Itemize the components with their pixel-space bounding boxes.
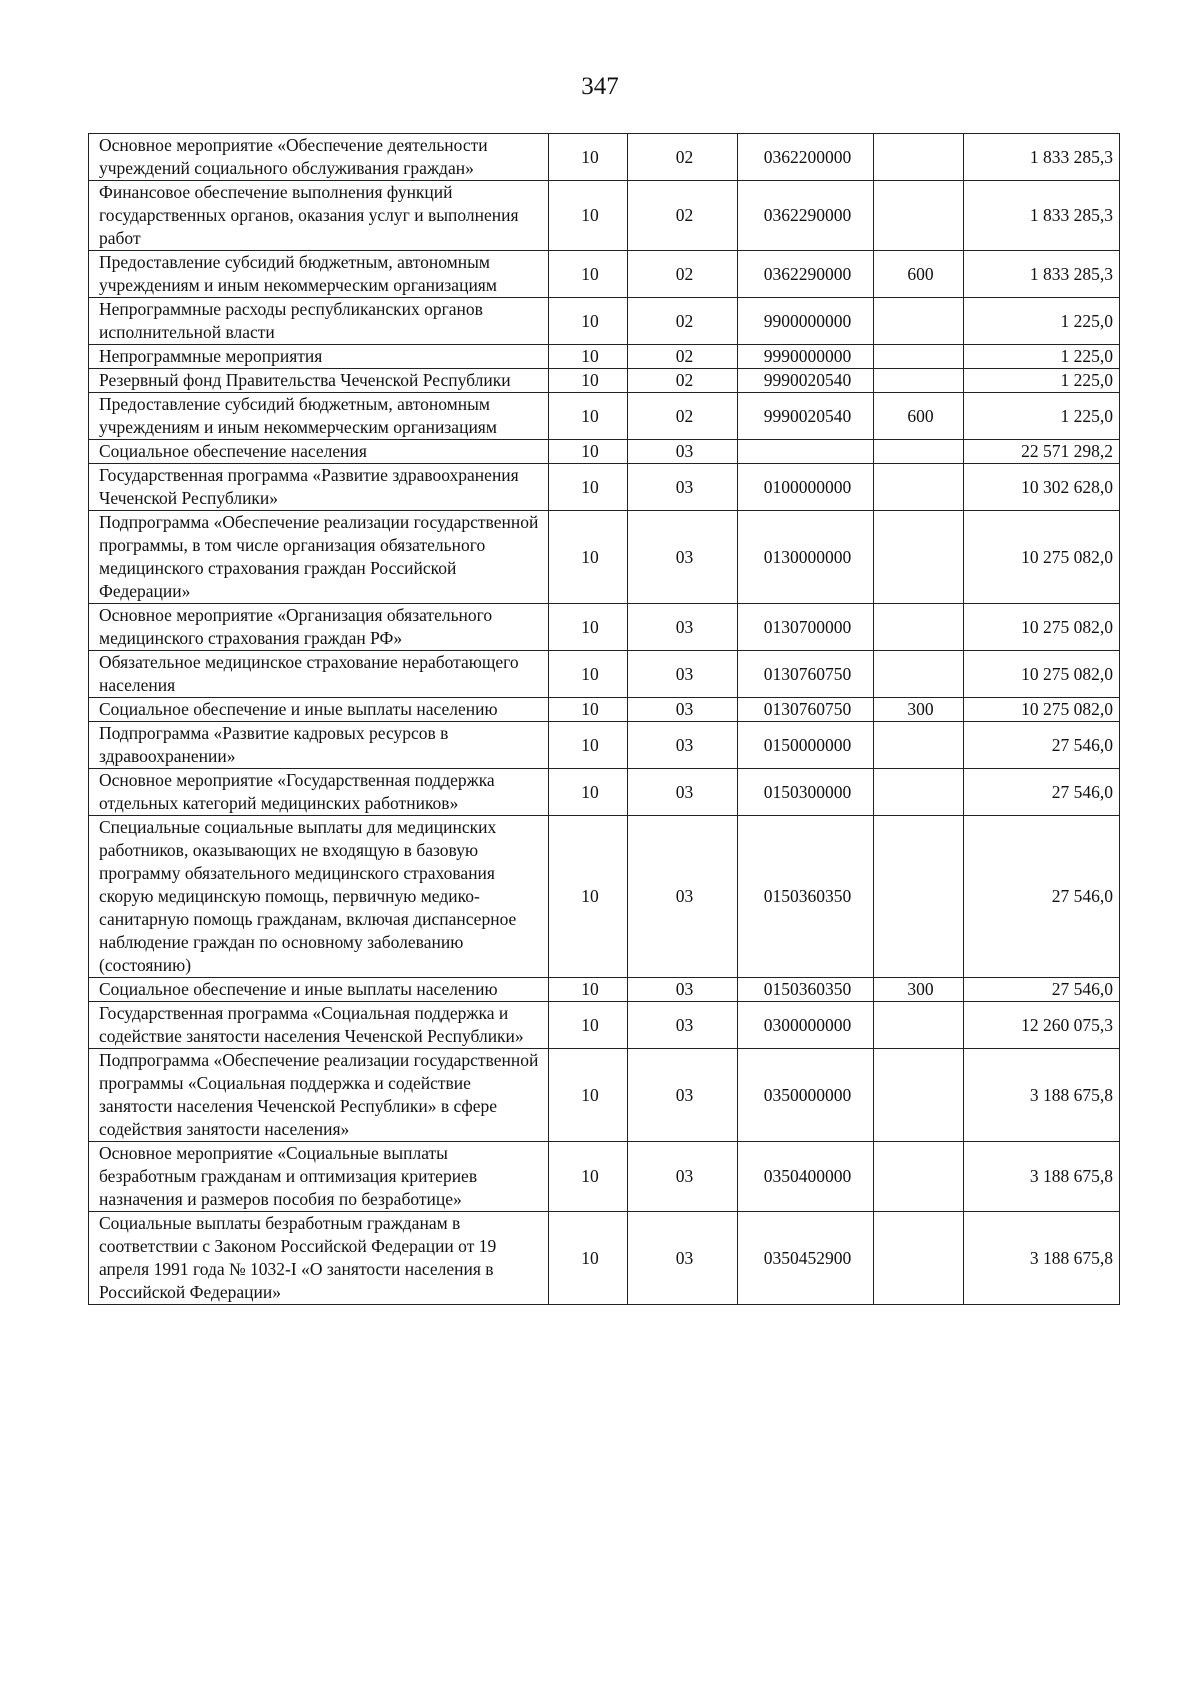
table-row — [89, 604, 1120, 651]
expense-type-cell — [874, 369, 964, 393]
section-code-cell: 10 — [549, 1049, 628, 1142]
subsection-code-cell: 02 — [628, 181, 738, 251]
expense-name-cell: Обязательное медицинское страхование неработающего населения — [89, 651, 549, 698]
subsection-code-cell: 03 — [628, 978, 738, 1002]
target-article-cell: 0100000000 — [738, 464, 874, 511]
target-article-cell: 0362290000 — [738, 251, 874, 298]
subsection-code-cell: 02 — [628, 298, 738, 345]
section-code-cell: 10 — [549, 134, 628, 181]
section-code-cell: 10 — [549, 816, 628, 978]
expense-name-cell: Государственная программа «Развитие здравоохранения Чеченской Республики» — [89, 464, 549, 511]
table-row — [89, 369, 1120, 393]
section-code-cell: 10 — [549, 464, 628, 511]
table-row — [89, 464, 1120, 511]
amount-cell: 1 833 285,3 — [964, 134, 1120, 181]
subsection-code-cell: 03 — [628, 1049, 738, 1142]
target-article-cell: 0300000000 — [738, 1002, 874, 1049]
amount-cell: 12 260 075,3 — [964, 1002, 1120, 1049]
target-article-cell: 0350000000 — [738, 1049, 874, 1142]
expense-type-cell — [874, 1002, 964, 1049]
page-number: 347 — [581, 73, 619, 100]
amount-cell: 3 188 675,8 — [964, 1212, 1120, 1305]
amount-cell: 10 275 082,0 — [964, 698, 1120, 722]
expense-name-cell: Подпрограмма «Обеспечение реализации государственной программы, в том числе организация обязательного медицинского страхования граждан Российской Федерации» — [89, 511, 549, 604]
table-row — [89, 651, 1120, 698]
expense-type-cell — [874, 464, 964, 511]
expense-type-cell — [874, 345, 964, 369]
expense-name-cell: Основное мероприятие «Организация обязательного медицинского страхования граждан РФ» — [89, 604, 549, 651]
expense-name-cell: Предоставление субсидий бюджетным, автономным учреждениям и иным некоммерческим организациям — [89, 393, 549, 440]
expense-type-cell — [874, 722, 964, 769]
subsection-code-cell: 03 — [628, 769, 738, 816]
table-row — [89, 251, 1120, 298]
section-code-cell: 10 — [549, 978, 628, 1002]
expense-name-cell: Социальное обеспечение и иные выплаты населению — [89, 978, 549, 1002]
section-code-cell: 10 — [549, 604, 628, 651]
table-row — [89, 1002, 1120, 1049]
expense-name-cell: Основное мероприятие «Государственная поддержка отдельных категорий медицинских работников» — [89, 769, 549, 816]
expense-type-cell — [874, 1142, 964, 1212]
budget-table — [88, 133, 1120, 1305]
expense-type-cell: 600 — [874, 393, 964, 440]
section-code-cell: 10 — [549, 1142, 628, 1212]
section-code-cell: 10 — [549, 440, 628, 464]
expense-type-cell — [874, 604, 964, 651]
subsection-code-cell: 03 — [628, 440, 738, 464]
table-row — [89, 298, 1120, 345]
target-article-cell: 0130760750 — [738, 698, 874, 722]
subsection-code-cell: 02 — [628, 134, 738, 181]
table-row — [89, 1212, 1120, 1305]
expense-name-cell: Основное мероприятие «Социальные выплаты безработным гражданам и оптимизация критериев назначения и размеров пособия по безработице» — [89, 1142, 549, 1212]
section-code-cell: 10 — [549, 1212, 628, 1305]
target-article-cell: 9990020540 — [738, 393, 874, 440]
expense-name-cell: Специальные социальные выплаты для медицинских работников, оказывающих не входящую в базовую программу обязательного медицинского страхования скорую медицинскую помощь, первичную медико-санитарную помощь гражданам, включая диспансерное наблюдение граждан по основному заболеванию (состоянию) — [89, 816, 549, 978]
amount-cell: 10 275 082,0 — [964, 511, 1120, 604]
expense-type-cell — [874, 1212, 964, 1305]
subsection-code-cell: 02 — [628, 393, 738, 440]
expense-type-cell: 600 — [874, 251, 964, 298]
expense-name-cell: Основное мероприятие «Обеспечение деятельности учреждений социального обслуживания граждан» — [89, 134, 549, 181]
amount-cell: 27 546,0 — [964, 722, 1120, 769]
table-row — [89, 511, 1120, 604]
expense-name-cell: Резервный фонд Правительства Чеченской Республики — [89, 369, 549, 393]
subsection-code-cell: 02 — [628, 369, 738, 393]
subsection-code-cell: 03 — [628, 651, 738, 698]
table-row — [89, 769, 1120, 816]
target-article-cell — [738, 440, 874, 464]
amount-cell: 27 546,0 — [964, 769, 1120, 816]
table-row — [89, 345, 1120, 369]
section-code-cell: 10 — [549, 251, 628, 298]
subsection-code-cell: 03 — [628, 1002, 738, 1049]
section-code-cell: 10 — [549, 181, 628, 251]
amount-cell: 10 275 082,0 — [964, 651, 1120, 698]
amount-cell: 1 833 285,3 — [964, 251, 1120, 298]
expense-name-cell: Непрограммные расходы республиканских органов исполнительной власти — [89, 298, 549, 345]
amount-cell: 1 225,0 — [964, 345, 1120, 369]
expense-type-cell — [874, 511, 964, 604]
target-article-cell: 0350400000 — [738, 1142, 874, 1212]
table-row — [89, 978, 1120, 1002]
expense-name-cell: Социальное обеспечение населения — [89, 440, 549, 464]
table-row — [89, 134, 1120, 181]
section-code-cell: 10 — [549, 722, 628, 769]
section-code-cell: 10 — [549, 393, 628, 440]
expense-type-cell: 300 — [874, 698, 964, 722]
section-code-cell: 10 — [549, 651, 628, 698]
amount-cell: 1 225,0 — [964, 369, 1120, 393]
expense-type-cell — [874, 816, 964, 978]
budget-table-body — [89, 134, 1120, 1305]
expense-name-cell: Государственная программа «Социальная поддержка и содействие занятости населения Чеченской Республики» — [89, 1002, 549, 1049]
expense-type-cell — [874, 440, 964, 464]
table-row — [89, 1049, 1120, 1142]
table-row — [89, 393, 1120, 440]
target-article-cell: 0150360350 — [738, 816, 874, 978]
amount-cell: 27 546,0 — [964, 978, 1120, 1002]
subsection-code-cell: 03 — [628, 464, 738, 511]
amount-cell: 27 546,0 — [964, 816, 1120, 978]
section-code-cell: 10 — [549, 511, 628, 604]
section-code-cell: 10 — [549, 769, 628, 816]
table-row — [89, 816, 1120, 978]
subsection-code-cell: 03 — [628, 1142, 738, 1212]
target-article-cell: 0130760750 — [738, 651, 874, 698]
target-article-cell: 9990000000 — [738, 345, 874, 369]
target-article-cell: 0150300000 — [738, 769, 874, 816]
expense-name-cell: Подпрограмма «Обеспечение реализации государственной программы «Социальная поддержка и содействие занятости населения Чеченской Республики» в сфере содействия занятости населения» — [89, 1049, 549, 1142]
subsection-code-cell: 03 — [628, 816, 738, 978]
section-code-cell: 10 — [549, 345, 628, 369]
amount-cell: 10 302 628,0 — [964, 464, 1120, 511]
expense-name-cell: Социальное обеспечение и иные выплаты населению — [89, 698, 549, 722]
expense-type-cell — [874, 769, 964, 816]
table-row — [89, 1142, 1120, 1212]
expense-type-cell — [874, 181, 964, 251]
amount-cell: 1 225,0 — [964, 393, 1120, 440]
expense-name-cell: Социальные выплаты безработным гражданам в соответствии с Законом Российской Федерации от 19 апреля 1991 года № 1032-I «О занятости населения в Российской Федерации» — [89, 1212, 549, 1305]
expense-type-cell: 300 — [874, 978, 964, 1002]
section-code-cell: 10 — [549, 698, 628, 722]
expense-name-cell: Непрограммные мероприятия — [89, 345, 549, 369]
subsection-code-cell: 02 — [628, 345, 738, 369]
target-article-cell: 9990020540 — [738, 369, 874, 393]
section-code-cell: 10 — [549, 298, 628, 345]
target-article-cell: 0362200000 — [738, 134, 874, 181]
subsection-code-cell: 03 — [628, 698, 738, 722]
table-row — [89, 181, 1120, 251]
target-article-cell: 9900000000 — [738, 298, 874, 345]
subsection-code-cell: 03 — [628, 511, 738, 604]
table-row — [89, 698, 1120, 722]
amount-cell: 10 275 082,0 — [964, 604, 1120, 651]
expense-type-cell — [874, 134, 964, 181]
target-article-cell: 0130700000 — [738, 604, 874, 651]
amount-cell: 1 225,0 — [964, 298, 1120, 345]
subsection-code-cell: 02 — [628, 251, 738, 298]
subsection-code-cell: 03 — [628, 722, 738, 769]
amount-cell: 3 188 675,8 — [964, 1142, 1120, 1212]
expense-type-cell — [874, 1049, 964, 1142]
target-article-cell: 0150000000 — [738, 722, 874, 769]
amount-cell: 3 188 675,8 — [964, 1049, 1120, 1142]
expense-type-cell — [874, 651, 964, 698]
amount-cell: 22 571 298,2 — [964, 440, 1120, 464]
expense-type-cell — [874, 298, 964, 345]
table-row — [89, 440, 1120, 464]
section-code-cell: 10 — [549, 369, 628, 393]
expense-name-cell: Предоставление субсидий бюджетным, автономным учреждениям и иным некоммерческим организациям — [89, 251, 549, 298]
amount-cell: 1 833 285,3 — [964, 181, 1120, 251]
target-article-cell: 0350452900 — [738, 1212, 874, 1305]
subsection-code-cell: 03 — [628, 604, 738, 651]
table-row — [89, 722, 1120, 769]
subsection-code-cell: 03 — [628, 1212, 738, 1305]
target-article-cell: 0150360350 — [738, 978, 874, 1002]
target-article-cell: 0130000000 — [738, 511, 874, 604]
target-article-cell: 0362290000 — [738, 181, 874, 251]
section-code-cell: 10 — [549, 1002, 628, 1049]
expense-name-cell: Подпрограмма «Развитие кадровых ресурсов в здравоохранении» — [89, 722, 549, 769]
expense-name-cell: Финансовое обеспечение выполнения функций государственных органов, оказания услуг и выполнения работ — [89, 181, 549, 251]
